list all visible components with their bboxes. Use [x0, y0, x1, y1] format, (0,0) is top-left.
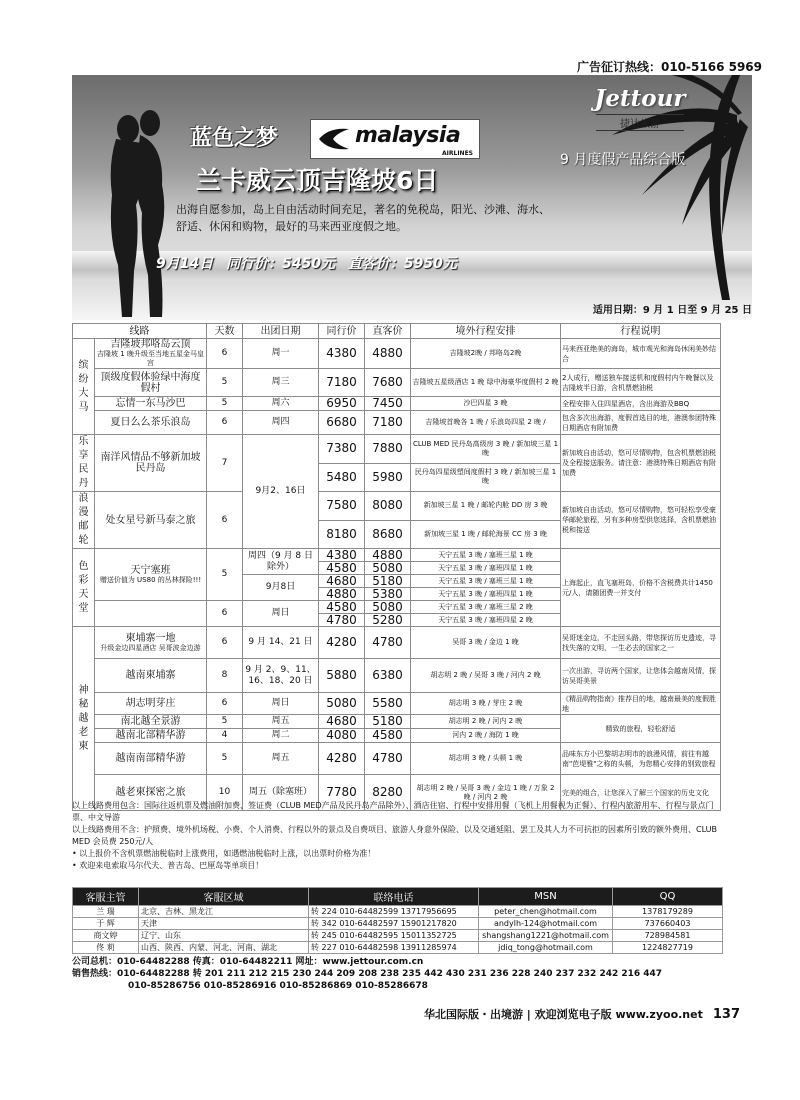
itinerary: 天宁五星 3 晚 / 塞班四星 1 晚	[411, 588, 561, 601]
route-name	[95, 339, 207, 369]
region-label: 色彩天堂	[73, 549, 95, 627]
col-notes: 行程说明	[561, 324, 721, 339]
peer-price: 5080	[319, 693, 365, 715]
table-row	[73, 549, 721, 562]
itinerary: 胡志明 3 晚 / 头顿 1 晚	[411, 743, 561, 775]
table-row	[73, 627, 721, 659]
itinerary: 胡志明 2 晚 / 河内 2 晚	[411, 715, 561, 729]
route-note: 《精品购物指南》推荐目的地，越南最美的度假胜地	[561, 693, 721, 715]
route-note: 新加坡自由活动，悠可尽情购物，包含机票燃油税及全程接送服务。请注意：港澳特殊日期酒店有附加费	[561, 435, 721, 492]
table-row	[73, 942, 723, 954]
phone: 转 245 010-64482595 15011352725	[309, 930, 479, 942]
manager-name: 佟 莉	[73, 942, 139, 954]
depart-date: 周三	[243, 369, 319, 397]
table-row	[73, 715, 721, 729]
depart-date: 周日	[243, 693, 319, 715]
manager-name: 商文婷	[73, 930, 139, 942]
route-name: 忘情一东马沙巴	[95, 397, 207, 411]
itinerary: 河内 2 晚 / 海防 1 晚	[411, 729, 561, 743]
col-date: 出团日期	[243, 324, 319, 339]
company-contacts	[72, 956, 662, 992]
route-name: 顶级度假体验绿中海度假村	[95, 369, 207, 397]
direct-price: 4580	[365, 729, 411, 743]
route-price-table	[72, 323, 721, 811]
itinerary: 天宁五星 3 晚 / 塞班四星 1 晚	[411, 562, 561, 575]
depart-date: 9 月 2、9、11、16、18、20 日	[243, 659, 319, 693]
peer-price: 4880	[319, 588, 365, 601]
direct-price: 5280	[365, 614, 411, 627]
direct-price: 7450	[365, 397, 411, 411]
banner-description: 出海自愿参加，岛上自由活动时间充足，著名的免税岛，阳光、沙滩、海水、舒适、休闲和购物，最好的马来西亚度假之地。	[176, 203, 550, 233]
qq: 1378179289	[613, 906, 723, 918]
route-name	[95, 549, 207, 601]
days: 6	[207, 411, 243, 435]
phone: 转 224 010-64482599 13717956695	[309, 906, 479, 918]
depart-date: 周二	[243, 729, 319, 743]
itinerary: 沙巴四星 3 晚	[411, 397, 561, 411]
itinerary: 吉隆坡五星级酒店 1 晚 绿中海豪华度假村 2 晚	[411, 369, 561, 397]
col-days: 天数	[207, 324, 243, 339]
fee-excluded	[72, 824, 726, 848]
malaysia-airlines-sub: AIRLINES	[442, 150, 473, 157]
direct-price: 6380	[365, 659, 411, 693]
peer-price: 4680	[319, 715, 365, 729]
fee-excluded-label: 以上线路费用不含：	[72, 825, 144, 834]
malaysia-airlines-word: malaysia	[355, 123, 461, 148]
itinerary: 民丹岛四星级塑间度假村 3 晚 / 新加坡三星 1 晚	[411, 463, 561, 492]
footer-text: 华北国际版・出境游 | 欢迎浏览电子版 www.zyoo.net	[423, 1008, 703, 1021]
days: 5	[207, 549, 243, 601]
itinerary: 天宁五星 3 晚 / 塞班三星 1 晚	[411, 575, 561, 588]
route-note: 一次出游，寻访两个国家，让您体会越南风情，探访吴哥美景	[561, 659, 721, 693]
itinerary: 胡志明 2 晚 / 吴哥 3 晚 / 金边 1 晚 / 万象 2 晚 / 河内 2 晚	[411, 775, 561, 811]
col-manager: 客服主管	[73, 888, 139, 906]
direct-price: 4780	[365, 743, 411, 775]
service-area: 辽宁、山东	[139, 930, 309, 942]
fee-included	[72, 800, 726, 824]
route-name: 越南北部精华游	[95, 729, 207, 743]
peer-price: 4780	[319, 614, 365, 627]
ad-hotline: 广告征订热线：010-5166 5969	[576, 60, 762, 74]
contact-header-row	[73, 888, 723, 906]
jettour-logo-cn: 捷达旅游	[596, 114, 684, 131]
days: 8	[207, 659, 243, 693]
table-row	[73, 930, 723, 942]
depart-date: 9月8日	[243, 575, 319, 601]
route-name: 夏日么么茶乐浪岛	[95, 411, 207, 435]
route-note: 包含多次出海游，度假首选目的地，港澳参团特殊日期酒店有附加费	[561, 411, 721, 435]
service-area: 山西、陕西、内蒙、河北、河南、湖北	[139, 942, 309, 954]
direct-price: 4780	[365, 627, 411, 659]
route-subnote: 升级金边四星酒店 吴哥波金边游	[100, 643, 201, 652]
route-note: 吴哥迷金边，不走回头路，带您探访历史遗迹，寻找失落的文明，一生必去的国家之一	[561, 627, 721, 659]
days: 10	[207, 775, 243, 811]
fee-footnotes	[72, 800, 726, 872]
table-row	[73, 435, 721, 464]
peer-price: 4680	[319, 575, 365, 588]
route-title: 吉隆坡邦咯岛云顶	[110, 339, 191, 350]
col-route: 线路	[73, 324, 207, 339]
table-row	[73, 492, 721, 521]
route-name: 胡志明芽庄	[95, 693, 207, 715]
banner-main-title: 兰卡威云顶吉隆坡6日	[196, 166, 439, 195]
peer-price: 7180	[319, 369, 365, 397]
route-title: 天宁塞班	[130, 564, 171, 576]
itinerary: 新加坡三星 1 晚 / 邮轮内舱 DD 房 3 晚	[411, 492, 561, 521]
peer-price: 4380	[319, 339, 365, 369]
direct-price: 4880	[365, 549, 411, 562]
peer-price: 7780	[319, 775, 365, 811]
table-row	[73, 659, 721, 693]
days: 6	[207, 339, 243, 369]
table-row	[73, 743, 721, 775]
days: 5	[207, 369, 243, 397]
peer-price: 6950	[319, 397, 365, 411]
peer-price: 6680	[319, 411, 365, 435]
days: 6	[207, 693, 243, 715]
jettour-logo	[588, 85, 692, 135]
fee-included-label: 以上线路费用包含：	[72, 801, 144, 810]
route-subnote: 吉隆坡 1 晚升级至当地五星金马皇宫	[97, 350, 204, 367]
days: 5	[207, 743, 243, 775]
route-name: 越南南部精华游	[95, 743, 207, 775]
route-note: 2人成行，赠送独车接送机和度假村内午晚餐以及吉隆坡半日游，含机票燃油税	[561, 369, 721, 397]
msn: peter_chen@hotmail.com	[479, 906, 613, 918]
depart-date: 周五	[243, 715, 319, 729]
col-phone: 联络电话	[309, 888, 479, 906]
fee-included-text: 国际往返机票及燃油附加费、签证费（CLUB MED产品及民丹岛产品除外）、酒店住宿、行程中安排用餐（飞机上用餐视为正餐）、行程内旅游用车、行程与景点门票、中文导游	[72, 801, 714, 822]
price-note: • 以上报价不含机票燃油税临时上涨费用，如遇燃油税临时上涨，以出票时价格为准！	[72, 849, 376, 858]
col-direct-price: 直客价	[365, 324, 411, 339]
itinerary: 吉隆坡2晚 / 邦咯岛2晚	[411, 339, 561, 369]
direct-price: 4880	[365, 339, 411, 369]
direct-price: 7180	[365, 411, 411, 435]
direct-price: 8080	[365, 492, 411, 521]
route-title: 柬埔寨一地	[125, 632, 176, 644]
direct-price: 5180	[365, 715, 411, 729]
depart-date: 周日	[243, 601, 319, 627]
direct-price: 8280	[365, 775, 411, 811]
itinerary: 新加坡三星 1 晚 / 邮轮海景 CC 房 3 晚	[411, 520, 561, 549]
direct-price: 7880	[365, 435, 411, 464]
days: 7	[207, 435, 243, 492]
table-row	[73, 693, 721, 715]
fee-excluded-text: 护照费、境外机场税、小费、个人消费、行程以外的景点及自费项目、旅游人身意外保险、以及交通延阻、罢工及其人力不可抗拒的因素所引致的额外费用、CLUB MED 会员费 250元/人	[72, 825, 717, 846]
days: 5	[207, 715, 243, 729]
direct-price: 7680	[365, 369, 411, 397]
msn: shangshang1221@hotmail.com	[479, 930, 613, 942]
region-label: 浪漫邮轮	[73, 492, 95, 549]
days: 5	[207, 397, 243, 411]
col-peer-price: 同行价	[319, 324, 365, 339]
route-note: 全程安排入住四星酒店，含出海游及BBQ	[561, 397, 721, 411]
itinerary: 天宁五星 3 晚 / 塞班三星 1 晚	[411, 549, 561, 562]
table-row	[73, 339, 721, 369]
table-row	[73, 411, 721, 435]
banner-title-blue-dream: 蓝色之梦	[190, 126, 279, 151]
malaysia-airlines-logo	[310, 119, 480, 159]
depart-date: 周四（9 月 8 日除外）	[243, 549, 319, 575]
direct-price: 5180	[365, 575, 411, 588]
route-name: 南北越全景游	[95, 715, 207, 729]
depart-date: 9月2、16日	[243, 435, 319, 549]
route-name: 越南柬埔寨	[95, 659, 207, 693]
manager-name: 于 辉	[73, 918, 139, 930]
days: 4	[207, 729, 243, 743]
route-note: 上海起止，直飞塞班岛，价格不含税费共计1450元/人，请随团费一并支付	[561, 549, 721, 627]
route-subnote: 赠送价值为 US80 的丛林探险!!!	[99, 575, 202, 584]
airline-kite-icon	[317, 125, 351, 153]
price-note: • 欢迎来电索取马尔代夫、普吉岛、巴厘岛等单项目！	[72, 861, 264, 870]
table-row	[73, 918, 723, 930]
depart-date: 周六	[243, 397, 319, 411]
col-area: 客服区域	[139, 888, 309, 906]
region-label: 神秘越老柬	[73, 627, 95, 811]
sales-hotline-extra: 010-85286756 010-85286916 010-85286869 010-85286678	[128, 981, 428, 991]
route-note: 完美的组合，让您深入了解三个国家的历史文化	[561, 775, 721, 811]
peer-price: 4080	[319, 729, 365, 743]
table-row	[73, 397, 721, 411]
service-area: 北京、吉林、黑龙江	[139, 906, 309, 918]
qq: 737660403	[613, 918, 723, 930]
peer-price: 4280	[319, 627, 365, 659]
days: 6	[207, 601, 243, 627]
table-header-row	[73, 324, 721, 339]
itinerary: 胡志明 2 晚 / 吴哥 3 晚 / 河内 2 晚	[411, 659, 561, 693]
phone: 转 342 010-64482597 15901217820	[309, 918, 479, 930]
phone: 转 227 010-64482598 13911285974	[309, 942, 479, 954]
peer-price: 8180	[319, 520, 365, 549]
col-qq: QQ	[613, 888, 723, 906]
direct-price: 5580	[365, 693, 411, 715]
region-label: 缤纷大马	[73, 339, 95, 435]
itinerary: 吉隆坡首晚各 1 晚 / 乐浪岛四星 2 晚 /	[411, 411, 561, 435]
peer-price: 7380	[319, 435, 365, 464]
peer-price: 5480	[319, 463, 365, 492]
col-itinerary: 境外行程安排	[411, 324, 561, 339]
qq: 728984581	[613, 930, 723, 942]
contact-table	[72, 887, 723, 954]
peer-price: 4380	[319, 549, 365, 562]
table-row	[73, 906, 723, 918]
qq: 1224827719	[613, 942, 723, 954]
service-area: 天津	[139, 918, 309, 930]
msn: jdiq_tong@hotmail.com	[479, 942, 613, 954]
page-footer	[424, 1006, 740, 1022]
jettour-logo-text: Jettour	[594, 85, 686, 112]
direct-price: 5980	[365, 463, 411, 492]
route-name: 越老柬探密之旅	[95, 775, 207, 811]
sales-hotline: 销售热线：010-64482288 转 201 211 212 215 230 244 209 208 238 235 442 430 231 236 228 240 237 232 242 216 447	[72, 969, 663, 979]
itinerary: 天宁五星 3 晚 / 塞班三星 2 晚	[411, 601, 561, 614]
edition-label: 9 月度假产品综合版	[560, 152, 686, 168]
route-note: 品味东方小巴黎胡志明市的浪漫风情，前往有越南"芭堤雅"之称的头顿，为您精心安排的别致旅程	[561, 743, 721, 775]
route-note: 精致的旅程，轻松舒适	[561, 715, 721, 743]
direct-price: 5080	[365, 562, 411, 575]
peer-price: 4580	[319, 562, 365, 575]
company-main-line: 公司总机：010-64482288 传真：010-64482211 网址：www.jettour.com.cn	[72, 957, 424, 967]
route-name	[95, 627, 207, 659]
depart-date: 周五（除塞班）	[243, 775, 319, 811]
promo-price-line: 9月14日 同行价：5450元 直客价：5950元	[156, 256, 457, 272]
valid-date-range: 适用日期：9 月 1 日至 9 月 25 日	[592, 305, 752, 316]
route-note: 马来西亚绝美的海岛，城市观光和海岛休闲美妙结合	[561, 339, 721, 369]
route-note: 新加坡自由活动，悠可尽情购物，悠可轻松享受豪华邮轮旅程，另有多种房型供您选择，含机票燃油税和接送	[561, 492, 721, 549]
peer-price: 4580	[319, 601, 365, 614]
promo-banner	[72, 75, 752, 320]
depart-date: 9 月 14、21 日	[243, 627, 319, 659]
page-number: 137	[712, 1007, 740, 1022]
route-name: 处女星号新马泰之旅	[95, 492, 207, 549]
itinerary: 吴哥 3 晚 / 金边 1 晚	[411, 627, 561, 659]
route-name: 南洋风情品不够新加坡民丹岛	[95, 435, 207, 492]
route-name	[95, 601, 207, 627]
itinerary: 天宁五星 3 晚 / 塞班四星 2 晚	[411, 614, 561, 627]
direct-price: 5380	[365, 588, 411, 601]
msn: andylh-124@hotmail.com	[479, 918, 613, 930]
days: 6	[207, 492, 243, 549]
itinerary: 胡志明 3 晚 / 芽庄 2 晚	[411, 693, 561, 715]
days: 6	[207, 627, 243, 659]
depart-date: 周五	[243, 743, 319, 775]
peer-price: 5880	[319, 659, 365, 693]
col-msn: MSN	[479, 888, 613, 906]
itinerary: CLUB MED 民丹岛高级房 3 晚 / 新加坡三星 1 晚	[411, 435, 561, 464]
table-row	[73, 369, 721, 397]
peer-price: 7580	[319, 492, 365, 521]
region-label: 乐享民丹	[73, 435, 95, 492]
peer-price: 4280	[319, 743, 365, 775]
manager-name: 兰 瑞	[73, 906, 139, 918]
depart-date: 周一	[243, 339, 319, 369]
direct-price: 8680	[365, 520, 411, 549]
direct-price: 5080	[365, 601, 411, 614]
depart-date: 周四	[243, 411, 319, 435]
